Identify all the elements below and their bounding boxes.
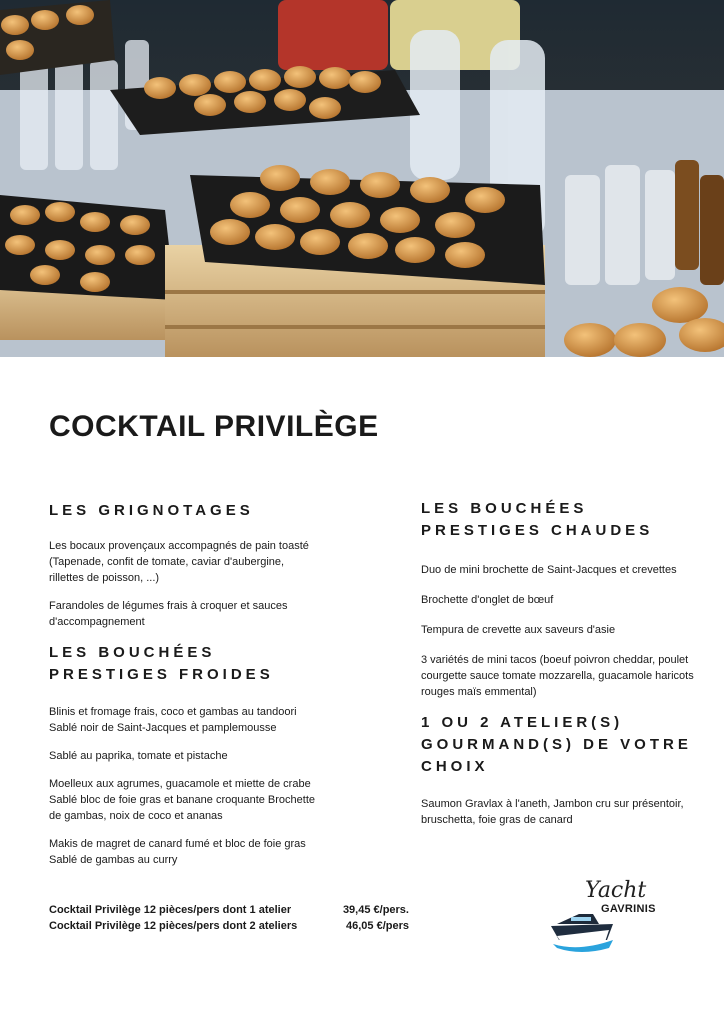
menu-item: Makis de magret de canard fumé et bloc de foie gras Sablé de gambas au curry: [49, 838, 306, 866]
menu-item: Blinis et fromage frais, coco et gambas au tandoori Sablé noir de Saint-Jacques et pamplemousse: [49, 706, 297, 734]
logo-word: GAVRINIS: [601, 903, 656, 915]
buffet-photo-icon: [0, 0, 724, 357]
section-grignotages: [49, 500, 319, 630]
menu-item: Sablé au paprika, tomate et pistache: [49, 750, 228, 762]
heading-line: LES GRIGNOTAGES: [49, 502, 254, 519]
price-value: 39,45 €/pers.: [342, 904, 409, 916]
section-heading: [421, 498, 696, 542]
price-row: [49, 918, 409, 934]
menu-item: 3 variétés de mini tacos (boeuf poivron cheddar, poulet courgette sauce tomate mozzarella, guacamole haricots rouges maïs emmental): [421, 654, 694, 698]
yacht-gavrinis-logo: [549, 878, 661, 958]
pricing-block: [49, 902, 409, 934]
section-bouchees-froides: [49, 642, 319, 868]
left-column: [49, 500, 319, 880]
logo-script: Yacht: [585, 878, 647, 903]
menu-item: Les bocaux provençaux accompagnés de pain toasté (Tapenade, confit de tomate, caviar d'aubergine, rillettes de poisson, ...): [49, 540, 309, 584]
heading-line: 1 OU 2 ATELIER(S): [421, 714, 624, 731]
menu-item: Duo de mini brochette de Saint-Jacques et crevettes: [421, 564, 677, 576]
section-bouchees-chaudes: [421, 498, 696, 700]
heading-line: GOURMAND(S) DE VOTRE: [421, 736, 692, 753]
price-value: 46,05 €/pers: [346, 920, 409, 932]
section-heading: [421, 712, 696, 778]
page-title: COCKTAIL PRIVILÈGE: [49, 410, 379, 443]
buffet-photo: [0, 0, 724, 357]
right-column: [421, 498, 696, 840]
menu-item: Farandoles de légumes frais à croquer et sauces d'accompagnement: [49, 600, 288, 628]
heading-line: LES BOUCHÉES: [421, 500, 588, 517]
menu-item: Tempura de crevette aux saveurs d'asie: [421, 624, 616, 636]
price-label: Cocktail Privilège 12 pièces/pers dont 2 ateliers: [49, 920, 298, 932]
heading-line: CHOIX: [421, 758, 489, 775]
heading-line: PRESTIGES FROIDES: [49, 666, 274, 683]
menu-item: Brochette d'onglet de bœuf: [421, 594, 554, 606]
yacht-icon: [549, 906, 619, 956]
menu-item: Moelleux aux agrumes, guacamole et miette de crabe Sablé bloc de foie gras et banane croquante Brochette de gambas, noix de coco et ananas: [49, 778, 316, 822]
section-heading: [49, 642, 319, 686]
section-ateliers: [421, 712, 696, 828]
heading-line: LES BOUCHÉES: [49, 644, 216, 661]
price-label: Cocktail Privilège 12 pièces/pers dont 1 atelier: [49, 904, 292, 916]
section-heading: [49, 500, 319, 522]
menu-item: Saumon Gravlax à l'aneth, Jambon cru sur présentoir, bruschetta, foie gras de canard: [421, 798, 684, 826]
heading-line: PRESTIGES CHAUDES: [421, 522, 654, 539]
price-row: [49, 902, 409, 918]
